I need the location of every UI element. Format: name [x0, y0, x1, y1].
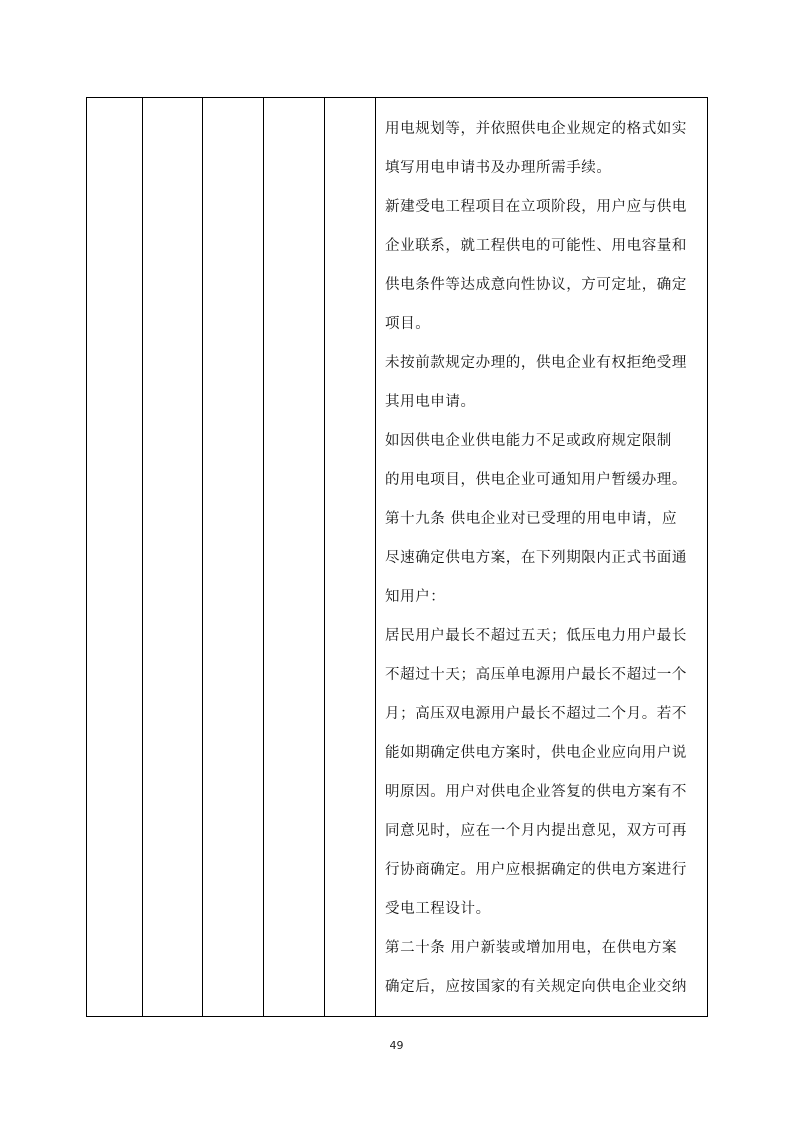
- paragraph: [385, 617, 699, 929]
- text-line: 能如期确定供电方案时，供电企业应向用户说: [385, 745, 687, 761]
- paragraph: [385, 188, 699, 344]
- page-number: 49: [389, 1039, 404, 1052]
- text-line: 月；高压双电源用户最长不超过二个月。若不: [385, 706, 687, 722]
- text-line: 未按前款规定办理的，供电企业有权拒绝受理: [385, 355, 687, 371]
- text-line: 同意见时，应在一个月内提出意见，双方可再: [385, 823, 687, 839]
- text-line: 其用电申请。: [385, 394, 476, 410]
- text-line: 知用户：: [385, 589, 446, 605]
- empty-cell-3: [203, 98, 264, 1017]
- text-line: 确定后，应按国家的有关规定向供电企业交纳: [385, 979, 687, 995]
- empty-cell-4: [264, 98, 325, 1017]
- text-line: 尽速确定供电方案，在下列期限内正式书面通: [385, 550, 687, 566]
- text-line: 填写用电申请书及办理所需手续。: [385, 160, 612, 176]
- empty-cell-2: [143, 98, 203, 1017]
- text-line: 明原因。用户对供电企业答复的供电方案有不: [385, 784, 687, 800]
- text-line: 不超过十天；高压单电源用户最长不超过一个: [385, 667, 687, 683]
- text-line: 居民用户最长不超过五天；低压电力用户最长: [385, 628, 687, 644]
- table-row: [87, 98, 708, 1017]
- text-line: 第十九条 供电企业对已受理的用电申请，应: [385, 511, 678, 527]
- text-line: 的用电项目，供电企业可通知用户暂缓办理。: [385, 472, 687, 488]
- paragraph: [385, 344, 699, 422]
- regulation-table: [86, 97, 708, 1017]
- paragraph: [385, 110, 699, 188]
- text-line: 如因供电企业供电能力不足或政府规定限制: [385, 433, 672, 449]
- empty-cell-1: [87, 98, 143, 1017]
- paragraph: [385, 929, 699, 1007]
- text-line: 供电条件等达成意向性协议，方可定址，确定: [385, 277, 687, 293]
- paragraph: [385, 422, 699, 500]
- regulation-text-cell: [376, 98, 708, 1017]
- text-line: 项目。: [385, 316, 431, 332]
- text-line: 新建受电工程项目在立项阶段，用户应与供电: [385, 199, 687, 215]
- text-line: 用电规划等，并依照供电企业规定的格式如实: [385, 121, 687, 137]
- text-line: 受电工程设计。: [385, 901, 491, 917]
- empty-cell-5: [325, 98, 376, 1017]
- text-line: 第二十条 用户新装或增加用电，在供电方案: [385, 940, 678, 956]
- paragraph: [385, 500, 699, 617]
- text-line: 行协商确定。用户应根据确定的供电方案进行: [385, 862, 687, 878]
- text-line: 企业联系，就工程供电的可能性、用电容量和: [385, 238, 687, 254]
